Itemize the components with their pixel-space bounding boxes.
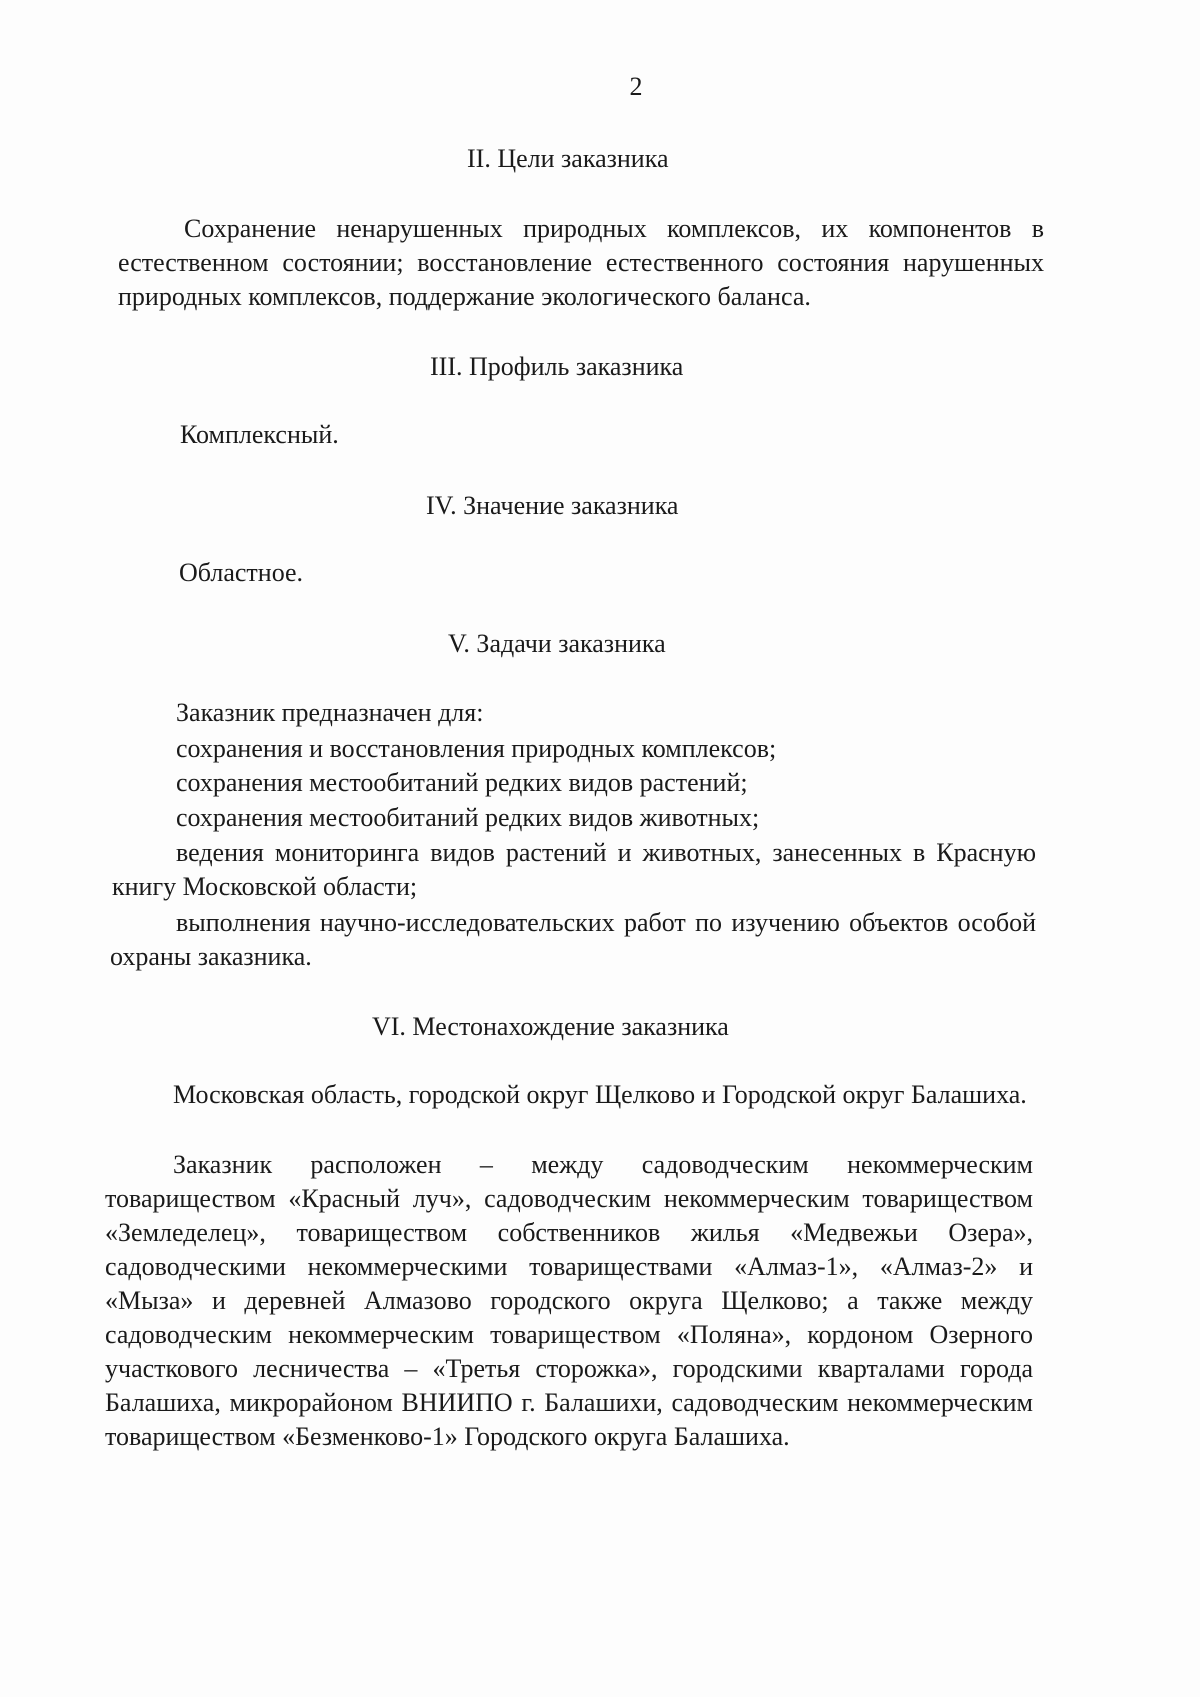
section-heading-significance: IV. Значение заказника: [426, 491, 679, 520]
significance-paragraph: Областное.: [179, 558, 304, 587]
section-heading-tasks: V. Задачи заказника: [448, 629, 666, 658]
tasks-intro: Заказник предназначен для:: [176, 698, 484, 727]
location-region-paragraph: Московская область, городской округ Щелково и Городской округ Балашиха.: [173, 1080, 1027, 1109]
tasks-item: сохранения местообитаний редких видов растений;: [176, 768, 748, 797]
tasks-item: сохранения и восстановления природных комплексов;: [176, 734, 777, 763]
section-heading-profile: III. Профиль заказника: [430, 352, 684, 381]
tasks-item: выполнения научно-исследовательских работ по изучению объектов особой охраны заказника.: [110, 908, 1036, 971]
goals-paragraph: Сохранение ненарушенных природных комплексов, их компонентов в естественном состоянии; восстановление естественного состояния нарушенных природных комплексов, поддержание экологического баланса.: [118, 214, 1044, 311]
profile-paragraph: Комплексный.: [180, 420, 339, 449]
location-description-paragraph: Заказник расположен – между садоводческим некоммерческим товариществом «Красный луч», садоводческим некоммерческим товариществом «Земледелец», товариществом собственников жилья «Медвежьи Озера», садоводческими некоммерческими товариществами «Алмаз-1», «Алмаз-2» и «Мыза» и деревней Алмазово городского округа Щелково; а также между садоводческим некоммерческим товариществом «Поляна», кордоном Озерного участкового лесничества – «Третья сторожка», городскими кварталами города Балашиха, микрорайоном ВНИИПО г. Балашихи, садоводческим некоммерческим товариществом «Безменково-1» Городского округа Балашиха.: [105, 1150, 1033, 1451]
tasks-item: сохранения местообитаний редких видов животных;: [176, 803, 760, 832]
tasks-item: ведения мониторинга видов растений и животных, занесенных в Красную книгу Московской области;: [112, 838, 1036, 901]
section-heading-location: VI. Местонахождение заказника: [372, 1012, 729, 1041]
page-number: 2: [629, 72, 643, 101]
section-heading-goals: II. Цели заказника: [467, 144, 669, 173]
